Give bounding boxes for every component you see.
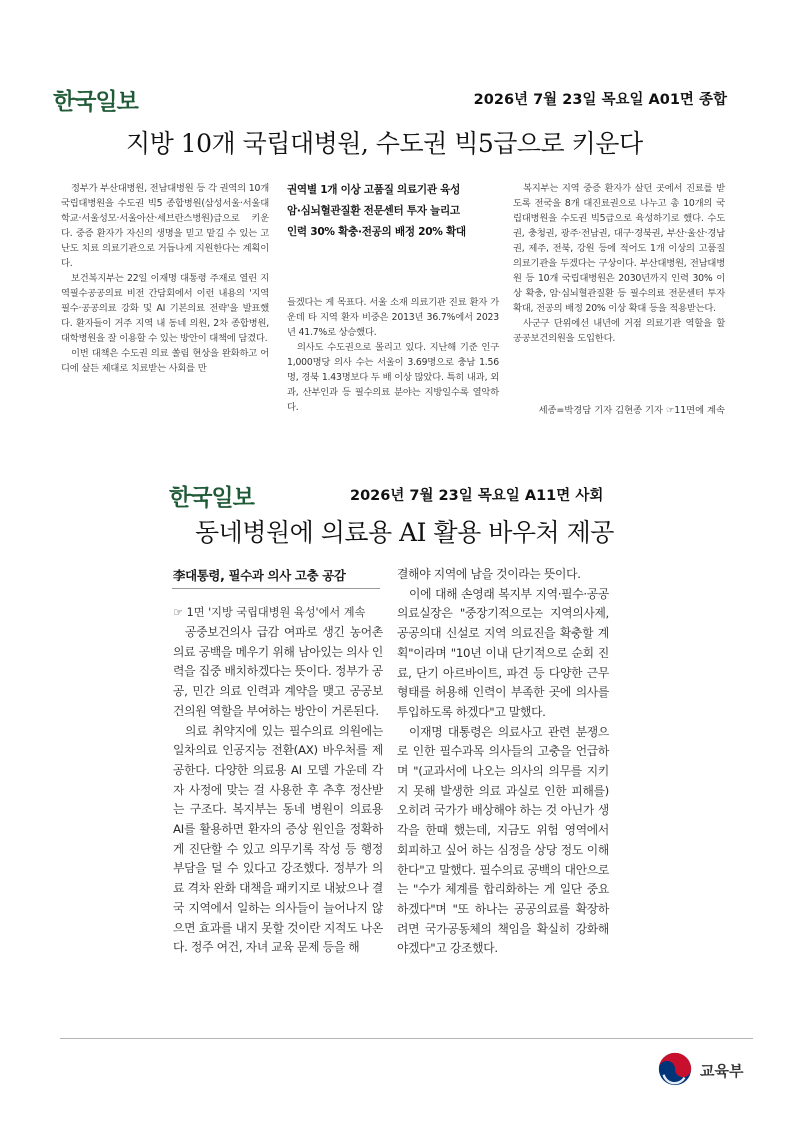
ministry-name: 교육부: [700, 1062, 744, 1080]
subhead-line: 권역별 1개 이상 고품질 의료기관 육성: [287, 184, 461, 196]
article-subhead: 李대통령, 필수과 의사 고충 공감: [173, 568, 346, 583]
taegeuk-emblem-icon: [656, 1050, 694, 1088]
paragraph: 공중보건의사 급감 여파로 생긴 농어촌 의료 공백을 메우기 위해 남아있는 의사 인력을 집중 배치하겠다는 뜻이다. 정부가 공공, 민간 의료 인력과 계약을 맺고 공공보건의원 역할을 부여하는 방안이 거론된다.: [173, 625, 383, 718]
article-column-2: [397, 565, 609, 959]
article-column-3: [513, 181, 725, 346]
newspaper-logo: 한국일보: [169, 485, 254, 511]
paragraph: 결해야 지역에 남을 것이라는 뜻이다.: [397, 567, 581, 581]
subhead-line: 암·심뇌혈관질환 전문센터 투자 늘리고: [287, 205, 460, 217]
subhead-line: 인력 30% 확충·전공의 배정 20% 확대: [287, 226, 466, 238]
article-headline: 지방 10개 국립대병원, 수도권 빅5급으로 키운다: [126, 129, 643, 158]
article-column-2: [287, 295, 499, 415]
subhead-divider: [172, 588, 380, 589]
paragraph: 들겠다는 게 목표다. 서울 소재 의료기관 진료 환자 가운데 타 지역 환자 비중은 2013년 36.7%에서 2023년 41.7%로 상승했다.: [287, 297, 499, 338]
paragraph: 보건복지부는 22일 이재명 대통령 주재로 열린 지역필수공공의료 비전 간담회에서 이런 내용의 '지역필수·공공의료 강화 및 AI 기본의료 전략'을 발표했다. 환자들이 거주 지역 내 동네 의원, 2차 종합병원, 대학병원을 잘 이용할 수 있는 방안이 대책에 담겼다.: [61, 273, 269, 344]
paragraph: 정부가 부산대병원, 전남대병원 등 각 권역의 10개 국립대병원을 수도권 빅5 종합병원(삼성서울·서울대학교·서울성모·서울아산·세브란스병원)급으로 키운다. 중증 환자가 자신의 생명을 믿고 맡길 수 있는 고난도 치료 의료기관으로 거듭나게 지원한다는 계획이다.: [61, 183, 269, 269]
footer-emblem: [656, 1050, 694, 1092]
continuation-reference: ☞ 1면 '지방 국립대병원 육성'에서 계속: [173, 606, 366, 619]
paragraph: 이번 대책은 수도권 의료 쏠림 현상을 완화하고 어디에 살든 제대로 치료받는 사회를 만: [61, 348, 269, 374]
article-subhead: [287, 180, 507, 243]
paragraph: 이에 대해 손영래 복지부 지역·필수·공공의료실장은 "중장기적으로는 지역의사제, 공공의대 신설로 지역 의료진을 확충할 계획"이라며 "10년 이내 단기적으로 순회 진료, 단기 아르바이트, 파견 등 다양한 근무 형태를 허용해 인력이 부족한 곳에 의사를 투입하도록 하겠다"고 말했다.: [397, 586, 609, 719]
article-column-1: [61, 181, 269, 376]
paragraph: 사군구 단위에선 내년에 거점 의료기관 역할을 할 공공보건의원을 도입한다.: [513, 318, 725, 344]
paragraph: 의료 취약지에 있는 필수의료 의원에는 일차의료 인공지능 전환(AX) 바우처를 제공한다. 다양한 의료용 AI 모델 가운데 각자 사정에 맞는 걸 사용한 후 추후 정산받는 구조다. 복지부는 동네 병원이 의료용 AI를 활용하면 환자의 증상 원인을 정확하게 진단할 수 있고 의무기록 작성 등 행정 부담을 덜 수 있다고 강조했다. 정부가 의료 격차 완화 대책을 패키지로 내놨으나 결국 지역에서 일하는 의사들이 늘어나지 않으면 효과를 내지 못할 것이란 지적도 나온다. 정주 여건, 자녀 교육 문제 등을 해: [173, 723, 383, 955]
article-dateline: 2026년 7월 23일 목요일 A01면 종합: [473, 92, 727, 108]
newspaper-logo: 한국일보: [53, 89, 138, 115]
article-column-1: [173, 604, 383, 958]
article-headline: 동네병원에 의료용 AI 활용 바우처 제공: [195, 518, 614, 547]
paragraph: 의사도 수도권으로 몰리고 있다. 지난해 기준 인구 1,000명당 의사 수는 서울이 3.69명으로 충남 1.56명, 경북 1.43명보다 두 배 이상 많았다. 특히 내과, 외과, 산부인과 등 필수의료 분야는 지방일수록 열악하다.: [287, 342, 499, 413]
paragraph: 이재명 대통령은 의료사고 관련 분쟁으로 인한 필수과목 의사들의 고충을 언급하며 "(교과서에 나오는 의사의 의무를 지키지 못해 발생한 의료 과실로 인한 피해를) 오히려 국가가 배상해야 하는 것 아닌가 생각을 한때 했는데, 지금도 위험 영역에서 회피하고 싶어 하는 심정을 상당 정도 이해한다"고 말했다. 필수의료 공백의 대안으로는 "수가 체계를 합리화하는 게 일단 중요하겠다"며 "또 하나는 공공의료를 확장하려면 국가공동체의 책임을 확실히 강화해야겠다"고 강조했다.: [397, 724, 609, 956]
article-byline: 세종=박경담 기자 김현종 기자 ☞11면에 계속: [538, 405, 725, 416]
paragraph: 복지부는 지역 중증 환자가 살던 곳에서 진료를 받도록 전국을 8개 대진료권으로 나누고 총 10개의 국립대병원을 수도권 빅5급으로 육성하기로 했다. 수도권, 충청권, 광주·전남권, 대구·경북권, 부산·울산·경남권, 제주, 전북, 강원 등에 적어도 1개 이상의 고품질 의료기관을 두겠다는 구상이다. 부산대병원, 전남대병원 등 10개 국립대병원은 2030년까지 인력 30% 이상 확충, 암·심뇌혈관질환 등 필수의료 전문센터 투자 확대, 전공의 배정 20% 이상 확대 등을 적용받는다.: [513, 183, 725, 314]
footer-divider: [60, 1038, 753, 1039]
article-dateline: 2026년 7월 23일 목요일 A11면 사회: [350, 488, 604, 504]
